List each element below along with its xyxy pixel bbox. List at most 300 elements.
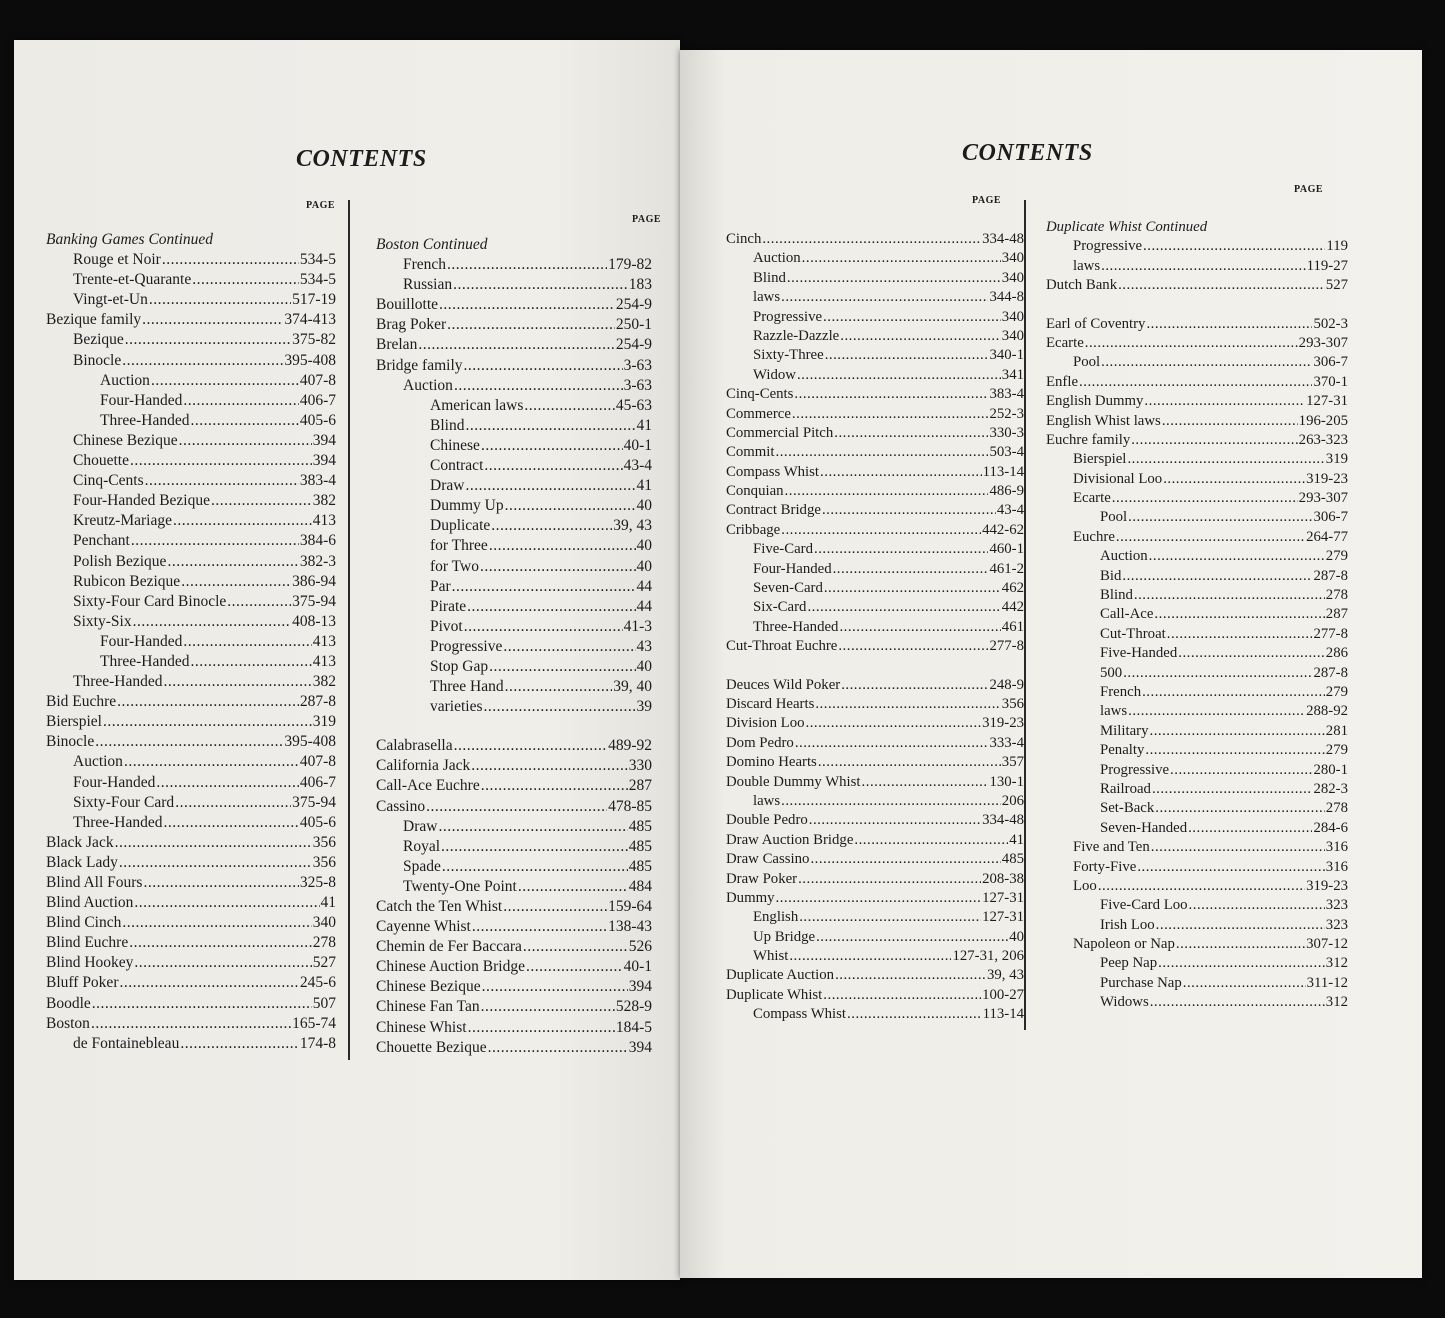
dot-leader: [1155, 799, 1325, 818]
entry-page-number: 287: [1325, 606, 1348, 623]
entry-name: varieties: [430, 698, 483, 716]
entry-page-number: 113-14: [982, 1006, 1024, 1023]
contents-entry: [376, 677, 652, 697]
entry-name: Dummy Up: [430, 497, 504, 515]
entry-name: Progressive: [1073, 238, 1143, 255]
entry-page-number: 278: [1325, 800, 1348, 817]
contents-entry: [726, 618, 1024, 637]
dot-leader: [1178, 644, 1325, 663]
entry-page-number: 382-3: [299, 552, 336, 570]
entry-page-number: 413: [312, 632, 336, 650]
dot-leader: [1151, 838, 1325, 857]
dot-leader: [454, 736, 607, 756]
entry-name: Euchre: [1073, 528, 1115, 545]
entry-page-number: 319-23: [1306, 877, 1348, 894]
dot-leader: [134, 953, 311, 973]
dot-leader: [452, 577, 636, 597]
entry-name: Discard Hearts: [726, 695, 815, 712]
contents-entry: [726, 753, 1024, 772]
entry-name: Cassino: [376, 797, 426, 815]
contents-entry: [376, 697, 652, 717]
dot-leader: [133, 612, 292, 632]
entry-page-number: 395-408: [284, 733, 336, 751]
entry-name: Divisional Loo: [1073, 470, 1163, 487]
page-column-label: PAGE: [972, 195, 1002, 206]
contents-entry: [376, 937, 652, 957]
entry-name: Rubicon Bezique: [73, 572, 181, 590]
dot-leader: [524, 396, 614, 416]
dot-leader: [1183, 974, 1306, 993]
dot-leader: [1079, 373, 1312, 392]
dot-leader: [1128, 702, 1305, 721]
contents-entry: [46, 853, 336, 873]
contents-entry: [376, 295, 652, 315]
entry-page-number: 340-1: [989, 347, 1024, 364]
contents-entry: [726, 405, 1024, 424]
entry-page-number: 277-8: [989, 638, 1024, 655]
entry-page-number: 340: [312, 914, 336, 932]
dot-leader: [1144, 392, 1305, 411]
entry-page-number: 407-8: [299, 371, 336, 389]
contents-entry: [1046, 237, 1348, 256]
dot-leader: [1101, 257, 1306, 276]
dot-leader: [1170, 761, 1312, 780]
dot-leader: [1122, 567, 1312, 586]
entry-name: Three-Handed: [753, 618, 839, 635]
entry-name: Bluff Poker: [46, 974, 119, 992]
entry-page-number: 382: [312, 492, 336, 510]
contents-entry: [1046, 450, 1348, 469]
dot-leader: [447, 255, 607, 275]
contents-entry: [376, 1038, 652, 1058]
contents-entry: [1046, 489, 1348, 508]
contents-entry: [46, 632, 336, 652]
dot-leader: [468, 1018, 615, 1038]
entry-name: Binocle: [73, 351, 122, 369]
contents-entry: [376, 456, 652, 476]
entry-page-number: 279: [1325, 548, 1348, 565]
contents-entry: [376, 877, 652, 897]
dot-leader: [1150, 722, 1325, 741]
dot-leader: [439, 295, 615, 315]
dot-leader: [1137, 858, 1324, 877]
contents-entry: [726, 792, 1024, 811]
entry-name: Blind Euchre: [46, 934, 129, 952]
entry-name: Railroad: [1100, 780, 1151, 797]
entry-page-number: 340: [1001, 269, 1024, 286]
entry-name: Pool: [1073, 354, 1101, 371]
dot-leader: [825, 346, 989, 365]
entry-page-number: 113-14: [982, 463, 1024, 480]
contents-entry: [376, 557, 652, 577]
dot-leader: [471, 756, 627, 776]
entry-page-number: 165-74: [292, 1014, 336, 1032]
entry-page-number: 196-205: [1298, 412, 1348, 429]
contents-entry: [46, 833, 336, 853]
entry-page-number: 382: [312, 673, 336, 691]
entry-name: Twenty-One Point: [403, 877, 517, 895]
dot-leader: [472, 917, 607, 937]
entry-page-number: 306-7: [1313, 354, 1348, 371]
contents-entry: [1046, 373, 1348, 392]
entry-page-number: 517-19: [292, 291, 336, 309]
entry-page-number: 341: [1001, 366, 1024, 383]
dot-leader: [145, 471, 299, 491]
contents-column: [376, 235, 652, 1058]
entry-name: Auction: [1100, 548, 1148, 565]
entry-page-number: 406-7: [299, 773, 336, 791]
contents-entry: [46, 652, 336, 672]
entry-name: Royal: [403, 837, 441, 855]
entry-name: Auction: [753, 250, 801, 267]
entry-page-number: 526: [628, 938, 652, 956]
entry-name: de Fontainebleau: [73, 1034, 180, 1052]
entry-page-number: 375-94: [292, 793, 336, 811]
dot-leader: [156, 773, 298, 793]
entry-page-number: 287-8: [299, 693, 336, 711]
dot-leader: [1143, 237, 1325, 256]
entry-name: Chinese Bezique: [376, 978, 481, 996]
contents-entry: [726, 385, 1024, 404]
entry-page-number: 41: [320, 894, 336, 912]
entry-page-number: 127-31: [1306, 393, 1348, 410]
entry-page-number: 277-8: [1313, 625, 1348, 642]
entry-page-number: 478-85: [608, 797, 652, 815]
dot-leader: [798, 870, 981, 889]
entry-name: Chouette: [73, 452, 129, 470]
entry-name: laws: [1073, 257, 1101, 274]
contents-entry: [1046, 702, 1348, 721]
contents-entry: [46, 893, 336, 913]
entry-name: Bid Euchre: [46, 693, 117, 711]
dot-leader: [1152, 780, 1313, 799]
contents-entry: [46, 873, 336, 893]
entry-name: Domino Hearts: [726, 754, 817, 771]
entry-page-number: 40-1: [623, 958, 652, 976]
contents-entry: [376, 997, 652, 1017]
contents-entry: [376, 597, 652, 617]
contents-entry: [376, 516, 652, 536]
entry-name: Widows: [1100, 994, 1149, 1011]
dot-leader: [1188, 819, 1312, 838]
dot-leader: [854, 831, 1008, 850]
contents-entry: [46, 994, 336, 1014]
contents-entry: [1046, 838, 1348, 857]
dot-leader: [806, 714, 982, 733]
entry-page-number: 130-1: [989, 773, 1024, 790]
entry-page-number: 288-92: [1306, 703, 1348, 720]
entry-name: Penalty: [1100, 742, 1145, 759]
dot-leader: [776, 889, 982, 908]
dot-leader: [183, 632, 311, 652]
dot-leader: [815, 695, 1000, 714]
entry-page-number: 40: [1009, 928, 1024, 945]
entry-name: Irish Loo: [1100, 916, 1155, 933]
entry-name: Call-Ace Euchre: [376, 777, 480, 795]
contents-entry: [376, 797, 652, 817]
entry-page-number: 311-12: [1306, 974, 1348, 991]
dot-leader: [227, 592, 291, 612]
contents-entry: [376, 897, 652, 917]
dot-leader: [781, 288, 988, 307]
left-page: [14, 40, 680, 1280]
entry-page-number: 45-63: [615, 396, 652, 414]
entry-name: Double Pedro: [726, 812, 808, 829]
entry-name: Binocle: [46, 733, 95, 751]
dot-leader: [814, 540, 988, 559]
entry-name: Blind Hookey: [46, 954, 134, 972]
entry-name: Five-Card: [753, 541, 813, 558]
dot-leader: [418, 335, 615, 355]
dot-leader: [810, 850, 1000, 869]
entry-page-number: 40: [636, 557, 652, 575]
entry-name: Kreutz-Mariage: [73, 512, 172, 530]
contents-entry: [46, 451, 336, 471]
contents-entry: [1046, 508, 1348, 527]
dot-leader: [823, 986, 981, 1005]
dot-leader: [164, 672, 312, 692]
entry-page-number: 356: [312, 853, 336, 871]
entry-page-number: 179-82: [608, 256, 652, 274]
contents-entry: [46, 491, 336, 511]
entry-name: Stop Gap: [430, 657, 489, 675]
dot-leader: [835, 966, 986, 985]
dot-leader: [192, 270, 299, 290]
entry-page-number: 252-3: [989, 405, 1024, 422]
contents-entry: [46, 531, 336, 551]
entry-name: Draw: [430, 477, 465, 495]
dot-leader: [162, 250, 299, 270]
entry-page-number: 394: [312, 431, 336, 449]
entry-name: Sixty-Four Card Binocle: [73, 592, 227, 610]
entry-name: Whist: [753, 948, 789, 965]
entry-page-number: 413: [312, 652, 336, 670]
entry-page-number: 405-6: [299, 813, 336, 831]
entry-page-number: 503-4: [989, 444, 1024, 461]
entry-page-number: 374-413: [284, 311, 336, 329]
dot-leader: [489, 536, 636, 556]
entry-page-number: 119-27: [1306, 257, 1348, 274]
entry-name: Spade: [403, 857, 441, 875]
entry-page-number: 280-1: [1313, 761, 1348, 778]
entry-name: Calabrasella: [376, 737, 453, 755]
entry-page-number: 306-7: [1313, 509, 1348, 526]
entry-name: Brag Poker: [376, 316, 447, 334]
contents-entry: [1046, 954, 1348, 973]
entry-name: Cinq-Cents: [73, 472, 144, 490]
dot-leader: [776, 443, 989, 462]
entry-name: Penchant: [73, 532, 130, 550]
dot-leader: [818, 753, 1001, 772]
dot-leader: [797, 366, 1001, 385]
dot-leader: [833, 560, 989, 579]
entry-page-number: 208-38: [982, 870, 1024, 887]
entry-name: French: [403, 256, 447, 274]
contents-entry: [726, 831, 1024, 850]
entry-name: Black Lady: [46, 853, 118, 871]
dot-leader: [191, 411, 299, 431]
dot-leader: [484, 456, 622, 476]
entry-page-number: 248-9: [989, 676, 1024, 693]
entry-name: Cayenne Whist: [376, 918, 471, 936]
entry-page-number: 461: [1001, 618, 1024, 635]
entry-name: Duplicate Whist: [726, 986, 823, 1003]
entry-name: Razzle-Dazzle: [753, 327, 840, 344]
entry-name: Four-Handed Bezique: [73, 492, 210, 510]
contents-entry: [376, 356, 652, 376]
entry-page-number: 127-31: [982, 909, 1024, 926]
contents-entry: [726, 249, 1024, 268]
entry-name: Progressive: [1100, 761, 1170, 778]
contents-entry: [46, 511, 336, 531]
contents-entry: [46, 330, 336, 350]
entry-name: Five-Card Loo: [1100, 897, 1188, 914]
contents-entry: [726, 463, 1024, 482]
entry-name: Boodle: [46, 994, 91, 1012]
dot-leader: [839, 618, 1000, 637]
contents-entry: [1046, 935, 1348, 954]
entry-page-number: 40-1: [623, 436, 652, 454]
entry-name: Military: [1100, 722, 1149, 739]
entry-page-number: 386-94: [292, 572, 336, 590]
contents-column: [46, 230, 336, 1054]
entry-page-number: 316: [1325, 858, 1348, 875]
contents-entry: [46, 290, 336, 310]
dot-leader: [1085, 334, 1298, 353]
entry-name: English Whist laws: [1046, 412, 1161, 429]
contents-entry: [376, 756, 652, 776]
entry-page-number: 307-12: [1306, 936, 1348, 953]
entry-page-number: 534-5: [299, 251, 336, 269]
entry-page-number: 408-13: [292, 612, 336, 630]
page-title: CONTENTS: [296, 146, 427, 172]
dot-leader: [130, 451, 312, 471]
entry-page-number: 44: [636, 577, 652, 595]
contents-entry: [376, 577, 652, 597]
contents-column: [726, 230, 1024, 1025]
entry-name: California Jack: [376, 757, 471, 775]
contents-entry: [376, 776, 652, 796]
dot-leader: [481, 776, 628, 796]
contents-entry: [46, 793, 336, 813]
entry-page-number: 395-408: [284, 351, 336, 369]
contents-entry: [376, 977, 652, 997]
dot-leader: [1146, 315, 1312, 334]
entry-name: Bezique family: [46, 311, 142, 329]
dot-leader: [167, 552, 298, 572]
contents-entry: [1046, 974, 1348, 993]
dot-leader: [442, 857, 628, 877]
entry-name: Boston: [46, 1014, 90, 1032]
entry-page-number: 3-63: [623, 376, 652, 394]
entry-name: Draw Auction Bridge: [726, 831, 854, 848]
entry-page-number: 485: [628, 857, 652, 875]
entry-page-number: 282-3: [1313, 780, 1348, 797]
dot-leader: [142, 310, 283, 330]
entry-name: Napoleon or Nap: [1073, 936, 1175, 953]
dot-leader: [151, 371, 299, 391]
dot-leader: [1127, 450, 1324, 469]
entry-name: Forty-Five: [1073, 858, 1137, 875]
entry-name: Rouge et Noir: [73, 251, 161, 269]
contents-entry: [726, 870, 1024, 889]
dot-leader: [787, 269, 1001, 288]
dot-leader: [1158, 954, 1325, 973]
dot-leader: [464, 356, 623, 376]
dot-leader: [122, 351, 283, 371]
dot-leader: [1154, 605, 1324, 624]
dot-leader: [1162, 412, 1298, 431]
dot-leader: [505, 677, 613, 697]
dot-leader: [1145, 741, 1324, 760]
entry-page-number: 330-3: [989, 424, 1024, 441]
entry-name: Polish Bezique: [73, 552, 167, 570]
entry-name: Duplicate Whist Continued: [1046, 219, 1208, 235]
contents-entry: [46, 953, 336, 973]
entry-page-number: 484: [628, 877, 652, 895]
dot-leader: [781, 792, 1001, 811]
dot-leader: [465, 416, 635, 436]
entry-name: Three-Handed: [100, 652, 190, 670]
right-page: [680, 50, 1422, 1278]
entry-name: Double Dummy Whist: [726, 773, 861, 790]
dot-leader: [489, 657, 635, 677]
dot-leader: [789, 947, 951, 966]
entry-page-number: 278: [312, 934, 336, 952]
contents-entry: [1046, 315, 1348, 334]
entry-name: Chinese: [430, 436, 480, 454]
dot-leader: [823, 308, 1001, 327]
column-divider: [1024, 200, 1026, 1030]
dot-leader: [125, 330, 291, 350]
entry-page-number: 319: [1325, 451, 1348, 468]
entry-name: Pivot: [430, 617, 463, 635]
contents-entry: [46, 672, 336, 692]
dot-leader: [862, 773, 989, 792]
contents-entry: [376, 917, 652, 937]
dot-leader: [180, 1034, 299, 1054]
entry-page-number: 405-6: [299, 411, 336, 429]
entry-page-number: 206: [1001, 792, 1024, 809]
dot-leader: [183, 391, 298, 411]
contents-entry: [726, 346, 1024, 365]
contents-entry: [376, 275, 652, 295]
entry-name: Widow: [753, 366, 796, 383]
dot-leader: [792, 405, 989, 424]
entry-name: Cinq-Cents: [726, 386, 794, 403]
entry-name: Auction: [73, 753, 123, 771]
dot-leader: [795, 734, 989, 753]
entry-name: Three-Handed: [73, 673, 163, 691]
entry-page-number: 159-64: [608, 898, 652, 915]
entry-page-number: 375-94: [292, 592, 336, 610]
contents-entry: [726, 676, 1024, 695]
dot-leader: [1098, 877, 1305, 896]
entry-name: Catch the Ten Whist: [376, 898, 503, 915]
entry-page-number: 344-8: [989, 289, 1024, 306]
dot-leader: [447, 315, 615, 335]
contents-entry: [376, 496, 652, 516]
entry-page-number: 39: [636, 698, 652, 716]
contents-entry: [46, 712, 336, 732]
dot-leader: [802, 249, 1001, 268]
entry-name: Black Jack: [46, 833, 114, 851]
dot-leader: [181, 572, 291, 592]
entry-name: Seven-Handed: [1100, 819, 1188, 836]
contents-column: [1046, 218, 1348, 1013]
entry-name: Blind Cinch: [46, 914, 122, 932]
entry-page-number: 375-82: [292, 331, 336, 349]
